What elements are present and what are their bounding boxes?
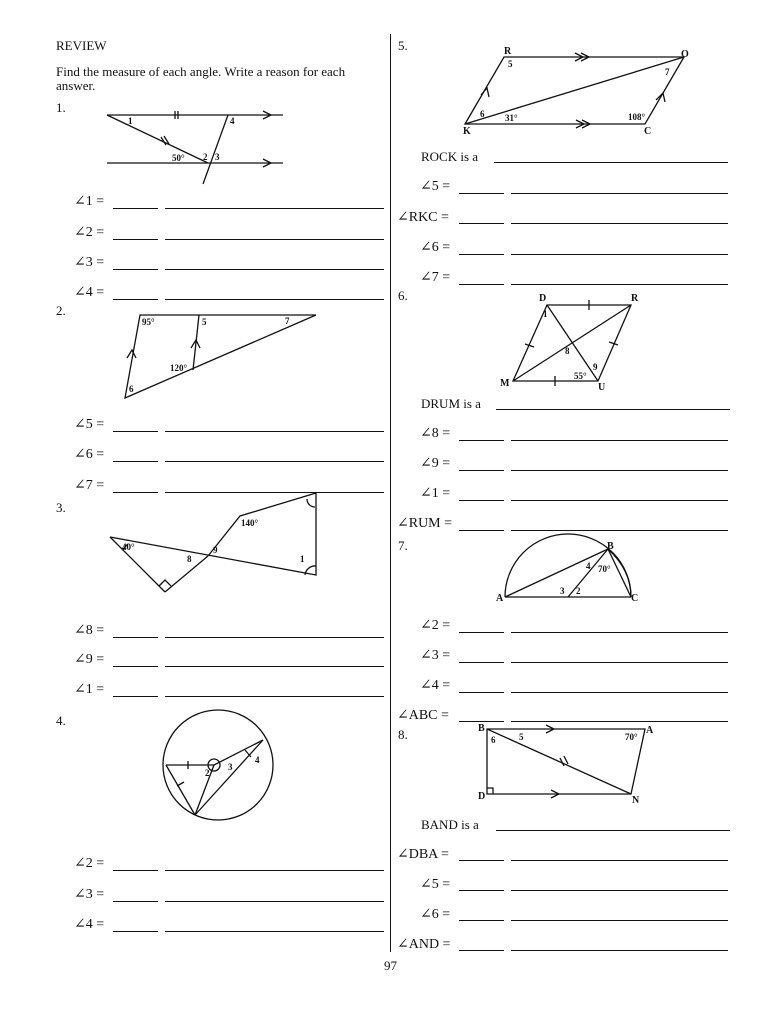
worksheet-title: REVIEW [56,38,107,53]
figure-6-rhombus-drum [513,300,631,386]
problem-8-number: 8. [398,727,408,742]
p7-answer-blank[interactable] [459,632,504,633]
p1-answer-label: ∠2 = [74,225,105,240]
figure-1-parallel-lines [107,111,283,184]
p7-point-A: A [496,593,504,604]
p3-answer-blank[interactable] [113,666,158,667]
p5-answer-blank[interactable] [459,254,504,255]
problem-7-number: 7. [398,538,408,553]
p7-angle-70: 70° [598,564,611,574]
p5-answer-label: ∠6 = [420,240,451,255]
figure-2-triangle [125,315,316,398]
p1-answer-blank[interactable] [113,239,158,240]
p4-angle-3: 3 [228,762,233,772]
p5-answer-label: ∠5 = [420,179,451,194]
p3-reason-blank[interactable] [165,637,384,638]
p7-answer-label: ∠2 = [420,618,451,633]
p7-point-B: B [607,541,614,552]
p2-answer-label: ∠6 = [74,447,105,462]
p7-answer-blank[interactable] [459,721,504,722]
instructions-line-1: Find the measure of each angle. Write a reason for each [56,64,346,79]
p4-answer-label: ∠3 = [74,887,105,902]
p4-answer-label: ∠2 = [74,856,105,871]
p7-reason-blank[interactable] [511,721,728,722]
p1-answer-label: ∠4 = [74,285,105,300]
p8-answer-blank[interactable] [459,950,504,951]
p6-answer-blank[interactable] [459,440,504,441]
p5-angle-7: 7 [665,67,670,77]
p1-reason-blank[interactable] [165,208,384,209]
p8-statement: BAND is a [421,817,479,832]
p8-reason-blank[interactable] [511,920,728,921]
p6-answer-label: ∠1 = [420,486,451,501]
p6-angle-9: 9 [593,362,598,372]
p8-answer-blank[interactable] [459,860,504,861]
p8-point-B: B [478,723,485,734]
p4-answer-blank[interactable] [113,931,158,932]
instructions-line-2: answer. [56,78,96,93]
p7-angle-4: 4 [586,561,591,571]
p7-reason-blank[interactable] [511,662,728,663]
p5-reason-blank[interactable] [511,193,728,194]
p4-answer-blank[interactable] [113,901,158,902]
p8-answer-label: ∠AND = [397,937,451,952]
p6-answer-label: ∠8 = [420,426,451,441]
p5-statement-blank[interactable] [494,162,728,163]
p7-answer-label: ∠3 = [420,648,451,663]
p7-answer-label: ∠ABC = [397,708,449,723]
p8-answer-label: ∠DBA = [397,847,449,862]
p1-angle-1: 1 [128,116,133,126]
p8-point-A: A [646,725,654,736]
p2-reason-blank[interactable] [165,461,384,462]
p3-reason-blank[interactable] [165,696,384,697]
p1-angle-3: 3 [215,152,220,162]
p5-answer-blank[interactable] [459,193,504,194]
p8-reason-blank[interactable] [511,950,728,951]
p8-angle-70: 70° [625,732,638,742]
p8-answer-label: ∠5 = [420,877,451,892]
p6-reason-blank[interactable] [511,500,728,501]
p5-reason-blank[interactable] [511,284,728,285]
figure-4-circle [163,710,273,820]
p5-angle-108: 108° [628,112,646,122]
p4-reason-blank[interactable] [165,931,384,932]
p7-point-C: C [631,593,639,604]
p7-reason-blank[interactable] [511,632,728,633]
p7-angle-3: 3 [560,586,565,596]
figure-3-polygons [110,493,316,592]
p8-angle-5: 5 [519,732,524,742]
p3-angle-1: 1 [300,554,305,564]
p1-reason-blank[interactable] [165,299,384,300]
p6-point-D: D [539,293,547,304]
p7-answer-blank[interactable] [459,662,504,663]
p8-statement-blank[interactable] [496,830,730,831]
p5-point-K: K [463,126,471,137]
p4-answer-label: ∠4 = [74,917,105,932]
p8-point-D: D [478,791,486,802]
p5-angle-31: 31° [505,113,518,123]
p4-angle-2: 2 [205,768,210,778]
p3-angle-140: 140° [241,518,259,528]
p6-statement-blank[interactable] [496,409,730,410]
p6-answer-blank[interactable] [459,530,504,531]
p8-answer-label: ∠6 = [420,907,451,922]
p1-angle-2: 2 [203,152,208,162]
p6-answer-blank[interactable] [459,500,504,501]
figure-5-parallelogram-rock [465,53,684,128]
p2-answer-label: ∠7 = [74,478,105,493]
p1-answer-label: ∠1 = [74,194,105,209]
p2-answer-blank[interactable] [113,461,158,462]
p5-point-R: R [504,46,512,57]
p4-answer-blank[interactable] [113,870,158,871]
p2-answer-label: ∠5 = [74,417,105,432]
p1-answer-blank[interactable] [113,208,158,209]
p6-answer-label: ∠RUM = [397,516,453,531]
p5-answer-label: ∠RKC = [397,210,449,225]
p1-answer-blank[interactable] [113,269,158,270]
p6-point-R: R [631,293,639,304]
p3-answer-blank[interactable] [113,637,158,638]
p2-answer-blank[interactable] [113,431,158,432]
p7-angle-2: 2 [576,586,581,596]
p5-answer-blank[interactable] [459,284,504,285]
p3-answer-label: ∠8 = [74,623,105,638]
p5-point-O: O [681,49,689,60]
problem-5-number: 5. [398,38,408,53]
problem-3-number: 3. [56,500,66,515]
p1-reason-blank[interactable] [165,239,384,240]
problem-1-number: 1. [56,100,66,115]
p6-reason-blank[interactable] [511,530,728,531]
figure-8-trapezoid-band [487,725,645,798]
p1-angle-50: 50° [172,153,185,163]
p1-angle-4: 4 [230,116,235,126]
p3-angle-40: 40° [122,542,135,552]
p2-reason-blank[interactable] [165,492,384,493]
p7-answer-blank[interactable] [459,692,504,693]
p3-angle-9: 9 [213,545,218,555]
p2-angle-120: 120° [170,363,188,373]
p2-angle-6: 6 [129,384,134,394]
p3-answer-blank[interactable] [113,696,158,697]
p7-reason-blank[interactable] [511,692,728,693]
problem-4-number: 4. [56,713,66,728]
p8-reason-blank[interactable] [511,890,728,891]
p4-angle-4: 4 [255,755,260,765]
p1-answer-blank[interactable] [113,299,158,300]
p5-angle-5: 5 [508,59,513,69]
p6-answer-label: ∠9 = [420,456,451,471]
p8-angle-6: 6 [491,735,496,745]
p2-answer-blank[interactable] [113,492,158,493]
p1-reason-blank[interactable] [165,269,384,270]
p2-angle-5: 5 [202,317,207,327]
p5-reason-blank[interactable] [511,223,728,224]
problem-2-number: 2. [56,303,66,318]
p2-angle-7: 7 [285,316,290,326]
p3-reason-blank[interactable] [165,666,384,667]
p8-answer-blank[interactable] [459,890,504,891]
p5-point-C: C [644,126,652,137]
p4-reason-blank[interactable] [165,870,384,871]
p7-answer-label: ∠4 = [420,678,451,693]
p1-answer-label: ∠3 = [74,255,105,270]
p5-reason-blank[interactable] [511,254,728,255]
p6-reason-blank[interactable] [511,470,728,471]
p5-statement: ROCK is a [421,149,479,164]
p8-answer-blank[interactable] [459,920,504,921]
p6-point-M: M [500,378,510,389]
p6-statement: DRUM is a [421,396,481,411]
page-number: 97 [384,958,397,973]
p6-angle-1: 1 [543,309,548,319]
p5-answer-blank[interactable] [459,223,504,224]
p3-angle-8: 8 [187,554,192,564]
p6-angle-55: 55° [574,371,587,381]
p5-angle-6: 6 [480,109,485,119]
p6-answer-blank[interactable] [459,470,504,471]
p3-answer-label: ∠1 = [74,682,105,697]
p3-answer-label: ∠9 = [74,652,105,667]
p6-angle-8: 8 [565,346,570,356]
p2-angle-95: 95° [142,317,155,327]
p6-reason-blank[interactable] [511,440,728,441]
p4-reason-blank[interactable] [165,901,384,902]
p8-reason-blank[interactable] [511,860,728,861]
problem-6-number: 6. [398,288,408,303]
p2-reason-blank[interactable] [165,431,384,432]
p5-answer-label: ∠7 = [420,270,451,285]
p6-point-U: U [598,382,606,393]
p8-point-N: N [632,795,640,806]
